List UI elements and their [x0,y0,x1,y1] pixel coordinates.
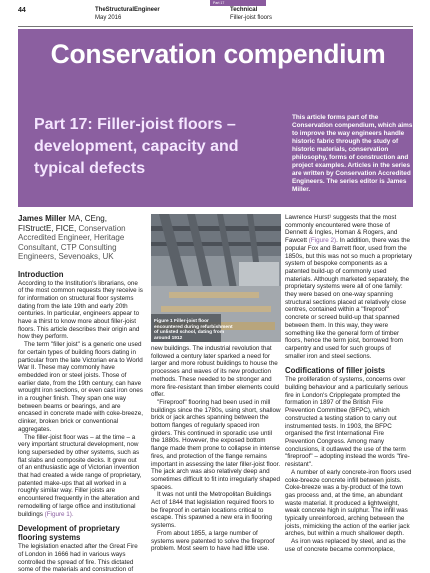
figure-reference-link[interactable]: (Figure 1). [44,510,74,518]
paragraph: The proliferation of systems, concerns over building behaviour and a particularly serious fire in London's Cripplegate prompted the formation in 1897 of the British Fire Prevention Committee (BFPC), which constructed a testing station to carry out instrumented tests. In 1903, the BFPC organised the first International Fire Prevention Congress. Among many conclusions, it outlawed the use of the term "fireproof" – adopting instead the words "fire-resistant". [285,376,410,469]
publication-name: TheStructuralEngineer [95,7,160,13]
author-byline [18,214,143,262]
issue-date: May 2016 [95,14,122,21]
section-info [230,7,272,22]
paragraph-text: The filler-joist floor was – at the time – a very important structural development, now long superseded by other systems, such as flat slabs and composite decks. It grew out of an enthusiastic age of Victorian invention that had created a wide range of proprietary, patented make-ups that all worked in a roughly similar way. Filler joists are encountered frequently in the alteration and remodelling of large office and institutional buildings [18,433,142,518]
heading-introduction: Introduction [18,269,64,279]
paragraph: A number of early concrete-iron floors used coke-breeze concrete infill between joists. Coke-breeze was a by-product of the town gas process and, at the time, an abundant waste material. It produced a lightweight, weak concrete high in sulphur. The infill was typically unreinforced, arching between the joists, mimicking the action of the earlier jack arches, but within a much shallower depth. [285,468,412,538]
heading-codifications: Codifications of filler joists [285,366,386,376]
paragraph: From about 1855, a large number of systems were patented to solve the fireproof problem. Most seem to have had little use. [151,529,275,553]
page-number: 44 [18,7,26,14]
paragraph: The legislation enacted after the Great Fire of London in 1666 had in various ways controlled the spread of fire. This dictated some of the materials and construction of [18,543,138,573]
heading-development: Development of proprietary flooring systems [18,524,120,543]
banner-intro: This article forms part of the Conservation compendium, which aims to improve the way engineers handle historic fabric through the study of historic materials, conservation philosophy, forms of construction and project examples. Articles in the series are written by Conservation Accredited Engineers. The series editor is James Miller. [292,114,413,193]
column-1 [18,214,143,573]
banner-subtitle: Part 17: Filler-joist floors – development, capacity and typical defects [34,116,239,177]
subsection-name: Filler-joist floors [230,14,273,21]
paragraph [285,214,413,360]
paragraph: "Fireproof" flooring had been used in mill buildings since the 1780s, using short, shallow brick or jack arches spanning between the bottom flanges of regularly spaced iron girders. This continued in sporadic use until the 1880s. However, the exposed bottom flange made them prone to collapse in intense fires, and protection of the flange remains important in assessing the later filler-joist floor. The jack arch was also relatively deep and sometimes difficult to fit into irregularly shaped spaces. [151,398,281,491]
publication-info [95,7,160,22]
author-name: James Miller [18,214,67,223]
header-rule [18,26,413,27]
paragraph [18,434,143,519]
author-affiliation: Conservation Accredited Engineer, Heritage Consultant, CTP Consulting Engineers, Sevenoaks, UK [18,223,126,261]
paragraph: new buildings. The industrial revolution that followed a century later sparked a need for larger and more robust buildings to house the processes and waves of its new production methods. These needed to be stronger and more fire-resistant than timber elements could offer. [151,345,280,399]
column-2 [151,345,281,553]
paragraph-text: . In addition, there was the popular Fox and Barrett floor, used from the 1850s, but this was not so much a proprietary system of bespoke components as a patented build-up of commonly used materials. Although marketed separately, the proprietary systems were all of one family: they were based on one-way spanning structural sections placed at relatively close centres, contained within a "fireproof" concrete or screed build-up that spanned between them. In this way, they were something like the general form of timber floors, hence the term joist, borrowed from carpentry and used for such groups of smaller iron and steel sections. [285,237,413,360]
paragraph: It was not until the Metropolitan Buildings Act of 1844 that legislation required floors to be fireproof in certain locations critical to escape. This spawned a new era in flooring systems. [151,491,274,530]
section-name: Technical [230,7,258,13]
part-tab: Part 17 [210,0,266,6]
author-creds: MA, CEng, FIStructE, FICE, [18,214,107,233]
paragraph: As iron was replaced by steel, and as the use of concrete became commonplace, [285,538,406,553]
column-3 [285,214,413,554]
paragraph-text: Lawrence Hurst¹ suggests that the most commonly encountered were those of Dennett & Ingles, Homan & Rogers, and Fawcett [285,214,398,245]
paragraph: According to the Institution's librarians, one of the most common requests they receive is for information on structural floor systems dating from the late 19th and early 20th centuries. In particular, engineers appear to have a thirst to know more about filler-joist floors. This article describes their origin and how they perform. [18,279,143,341]
figure-reference-link[interactable]: (Figure 2) [308,237,337,245]
figure-1-caption: Figure 1 Filler-joist floor encountered during refurbishment of unlisted school, dating from around 1912 [154,319,233,341]
paragraph: The term "filler joist" is a generic one used for certain types of building floors dating in particular from the late Victorian era to World War II. These may commonly have embedded iron or steel joists. Those of earlier date, from the 19th century, can have wrought iron sections, or even cast iron ones in a rougher finish. They span one way between beams or bearings, and are encased in concrete made with coke-breeze, clinker, broken brick or conventional aggregates. [18,341,143,433]
banner-title: Conservation compendium [50,39,386,69]
